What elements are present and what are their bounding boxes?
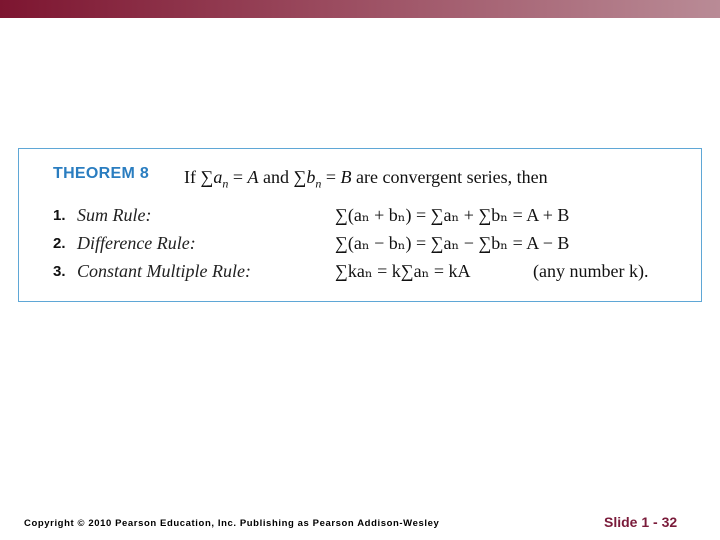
rule-name: Sum Rule:: [77, 205, 152, 225]
equals-sign: =: [232, 167, 243, 187]
rule-formula: ∑kaₙ = k∑aₙ = kA: [335, 261, 471, 281]
rule-note: (any number k).: [533, 261, 649, 281]
rule-name: Difference Rule:: [77, 233, 196, 253]
theorem-statement: [184, 167, 548, 192]
var-B: B: [340, 167, 352, 187]
statement-if: If: [184, 167, 196, 187]
copyright-notice: Copyright © 2010 Pearson Education, Inc. Publishing as Pearson Addison-Wesley: [24, 518, 440, 529]
rule-number: 1.: [53, 207, 66, 224]
subscript-n: n: [222, 176, 229, 191]
subscript-n: n: [315, 176, 322, 191]
equals-sign: =: [325, 167, 336, 187]
rule-row: [53, 205, 693, 229]
rule-name: Constant Multiple Rule:: [77, 261, 251, 281]
statement-rest: are convergent series, then: [356, 167, 548, 187]
statement-and: and: [263, 167, 289, 187]
sum-symbol: ∑: [293, 167, 307, 187]
rule-formula: ∑(aₙ − bₙ) = ∑aₙ − ∑bₙ = A − B: [335, 233, 570, 253]
slide-number: Slide 1 - 32: [604, 514, 678, 530]
var-A: A: [247, 167, 259, 187]
theorem-label: THEOREM 8: [53, 165, 150, 182]
rule-number: 3.: [53, 263, 66, 280]
theorem-box: [18, 148, 702, 302]
sum-symbol: ∑: [200, 167, 214, 187]
rule-row: [53, 233, 693, 257]
var-b: b: [306, 167, 316, 187]
var-a: a: [213, 167, 223, 187]
rule-formula: ∑(aₙ + bₙ) = ∑aₙ + ∑bₙ = A + B: [335, 205, 570, 225]
title-bar-band: [0, 0, 720, 18]
rule-number: 2.: [53, 235, 66, 252]
rule-row: [53, 261, 693, 285]
